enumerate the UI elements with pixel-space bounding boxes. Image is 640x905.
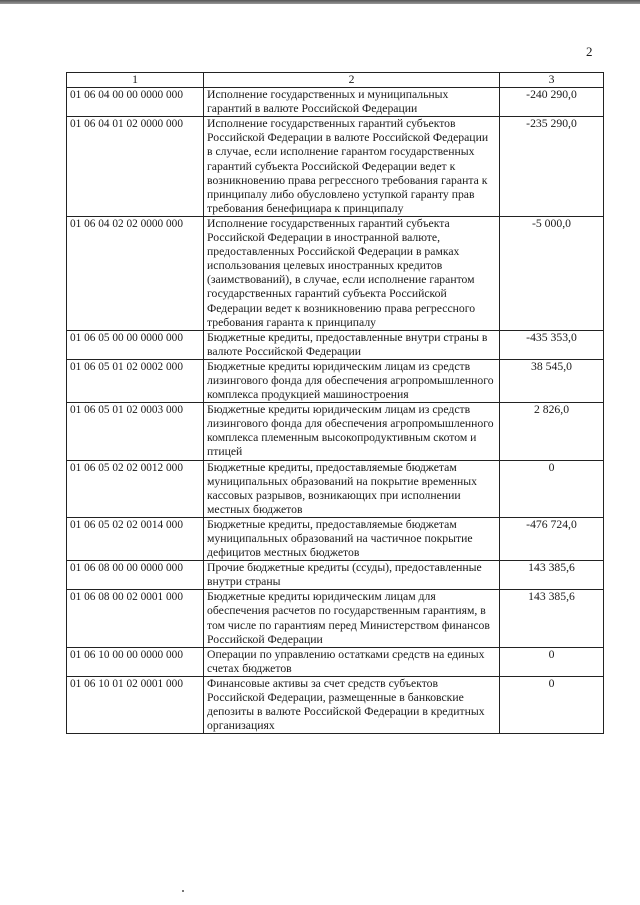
column-header-code: 1: [67, 73, 204, 88]
row-description: Операции по управлению остатками средств на единых счетах бюджетов: [204, 647, 500, 676]
row-code: 01 06 04 01 02 0000 000: [67, 117, 204, 217]
row-code: 01 06 05 00 00 0000 000: [67, 330, 204, 359]
row-amount: 0: [500, 676, 604, 733]
row-code: 01 06 05 02 02 0012 000: [67, 460, 204, 517]
row-description: Финансовые активы за счет средств субъектов Российской Федерации, размещенные в банковские депозиты в валюте Российской Федерации в кредитных организациях: [204, 676, 500, 733]
column-header-amount: 3: [500, 73, 604, 88]
row-description: Бюджетные кредиты, предоставляемые бюджетам муниципальных образований на покрытие временных кассовых разрывов, возникающих при исполнении местных бюджетов: [204, 460, 500, 517]
scan-top-edge: [0, 0, 640, 4]
row-amount: 2 826,0: [500, 403, 604, 460]
table-row: [67, 561, 604, 590]
table-row: [67, 117, 604, 217]
row-amount: 0: [500, 460, 604, 517]
row-amount: -476 724,0: [500, 517, 604, 560]
row-code: 01 06 05 02 02 0014 000: [67, 517, 204, 560]
row-amount: -235 290,0: [500, 117, 604, 217]
row-description: Исполнение государственных гарантий субъектов Российской Федерации в валюте Российской Федерации в случае, если исполнение гарантом государственных гарантий субъекта Российской Федерации ведет к возникновению права регрессного требования гаранта к принципалу либо обусловлено уступкой гаранту прав требования бенефициара к принципалу: [204, 117, 500, 217]
table-row: [67, 460, 604, 517]
table-row: [67, 359, 604, 402]
row-description: Исполнение государственных и муниципальных гарантий в валюте Российской Федерации: [204, 88, 500, 117]
row-description: Бюджетные кредиты юридическим лицам для обеспечения расчетов по государственным гарантиям, в том числе по гарантиям перед Министерством финансов Российской Федерации: [204, 590, 500, 647]
row-amount: 143 385,6: [500, 590, 604, 647]
table-row: [67, 88, 604, 117]
row-description: Бюджетные кредиты юридическим лицам из средств лизингового фонда для обеспечения агропромышленного комплекса продукцией машиностроения: [204, 359, 500, 402]
row-amount: 38 545,0: [500, 359, 604, 402]
row-description: Прочие бюджетные кредиты (ссуды), предоставленные внутри страны: [204, 561, 500, 590]
row-amount: -240 290,0: [500, 88, 604, 117]
row-amount: -5 000,0: [500, 216, 604, 330]
table-row: [67, 676, 604, 733]
row-code: 01 06 05 01 02 0002 000: [67, 359, 204, 402]
table-row: [67, 517, 604, 560]
column-header-description: 2: [204, 73, 500, 88]
table-row: [67, 330, 604, 359]
row-code: 01 06 08 00 02 0001 000: [67, 590, 204, 647]
table-row: [67, 590, 604, 647]
budget-table: [66, 72, 604, 734]
row-code: 01 06 05 01 02 0003 000: [67, 403, 204, 460]
table-row: [67, 403, 604, 460]
scan-speck: [182, 890, 184, 892]
row-description: Исполнение государственных гарантий субъекта Российской Федерации в иностранной валюте, предоставленных Российской Федерации в рамках использования целевых иностранных кредитов (заимствований), в случае, если исполнение гарантом государственных гарантий субъекта Российской Федерации ведет к возникновению права регрессного требования гаранта к принципалу: [204, 216, 500, 330]
row-code: 01 06 10 01 02 0001 000: [67, 676, 204, 733]
row-description: Бюджетные кредиты, предоставленные внутри страны в валюте Российской Федерации: [204, 330, 500, 359]
row-code: 01 06 10 00 00 0000 000: [67, 647, 204, 676]
row-code: 01 06 04 00 00 0000 000: [67, 88, 204, 117]
row-amount: 143 385,6: [500, 561, 604, 590]
table-row: [67, 647, 604, 676]
table-header-row: [67, 73, 604, 88]
row-description: Бюджетные кредиты, предоставляемые бюджетам муниципальных образований на частичное покрытие дефицитов местных бюджетов: [204, 517, 500, 560]
row-code: 01 06 04 02 02 0000 000: [67, 216, 204, 330]
row-code: 01 06 08 00 00 0000 000: [67, 561, 204, 590]
table-row: [67, 216, 604, 330]
page-number: 2: [586, 44, 593, 59]
row-amount: 0: [500, 647, 604, 676]
row-amount: -435 353,0: [500, 330, 604, 359]
row-description: Бюджетные кредиты юридическим лицам из средств лизингового фонда для обеспечения агропромышленного комплекса племенным высокопродуктивным скотом и птицей: [204, 403, 500, 460]
